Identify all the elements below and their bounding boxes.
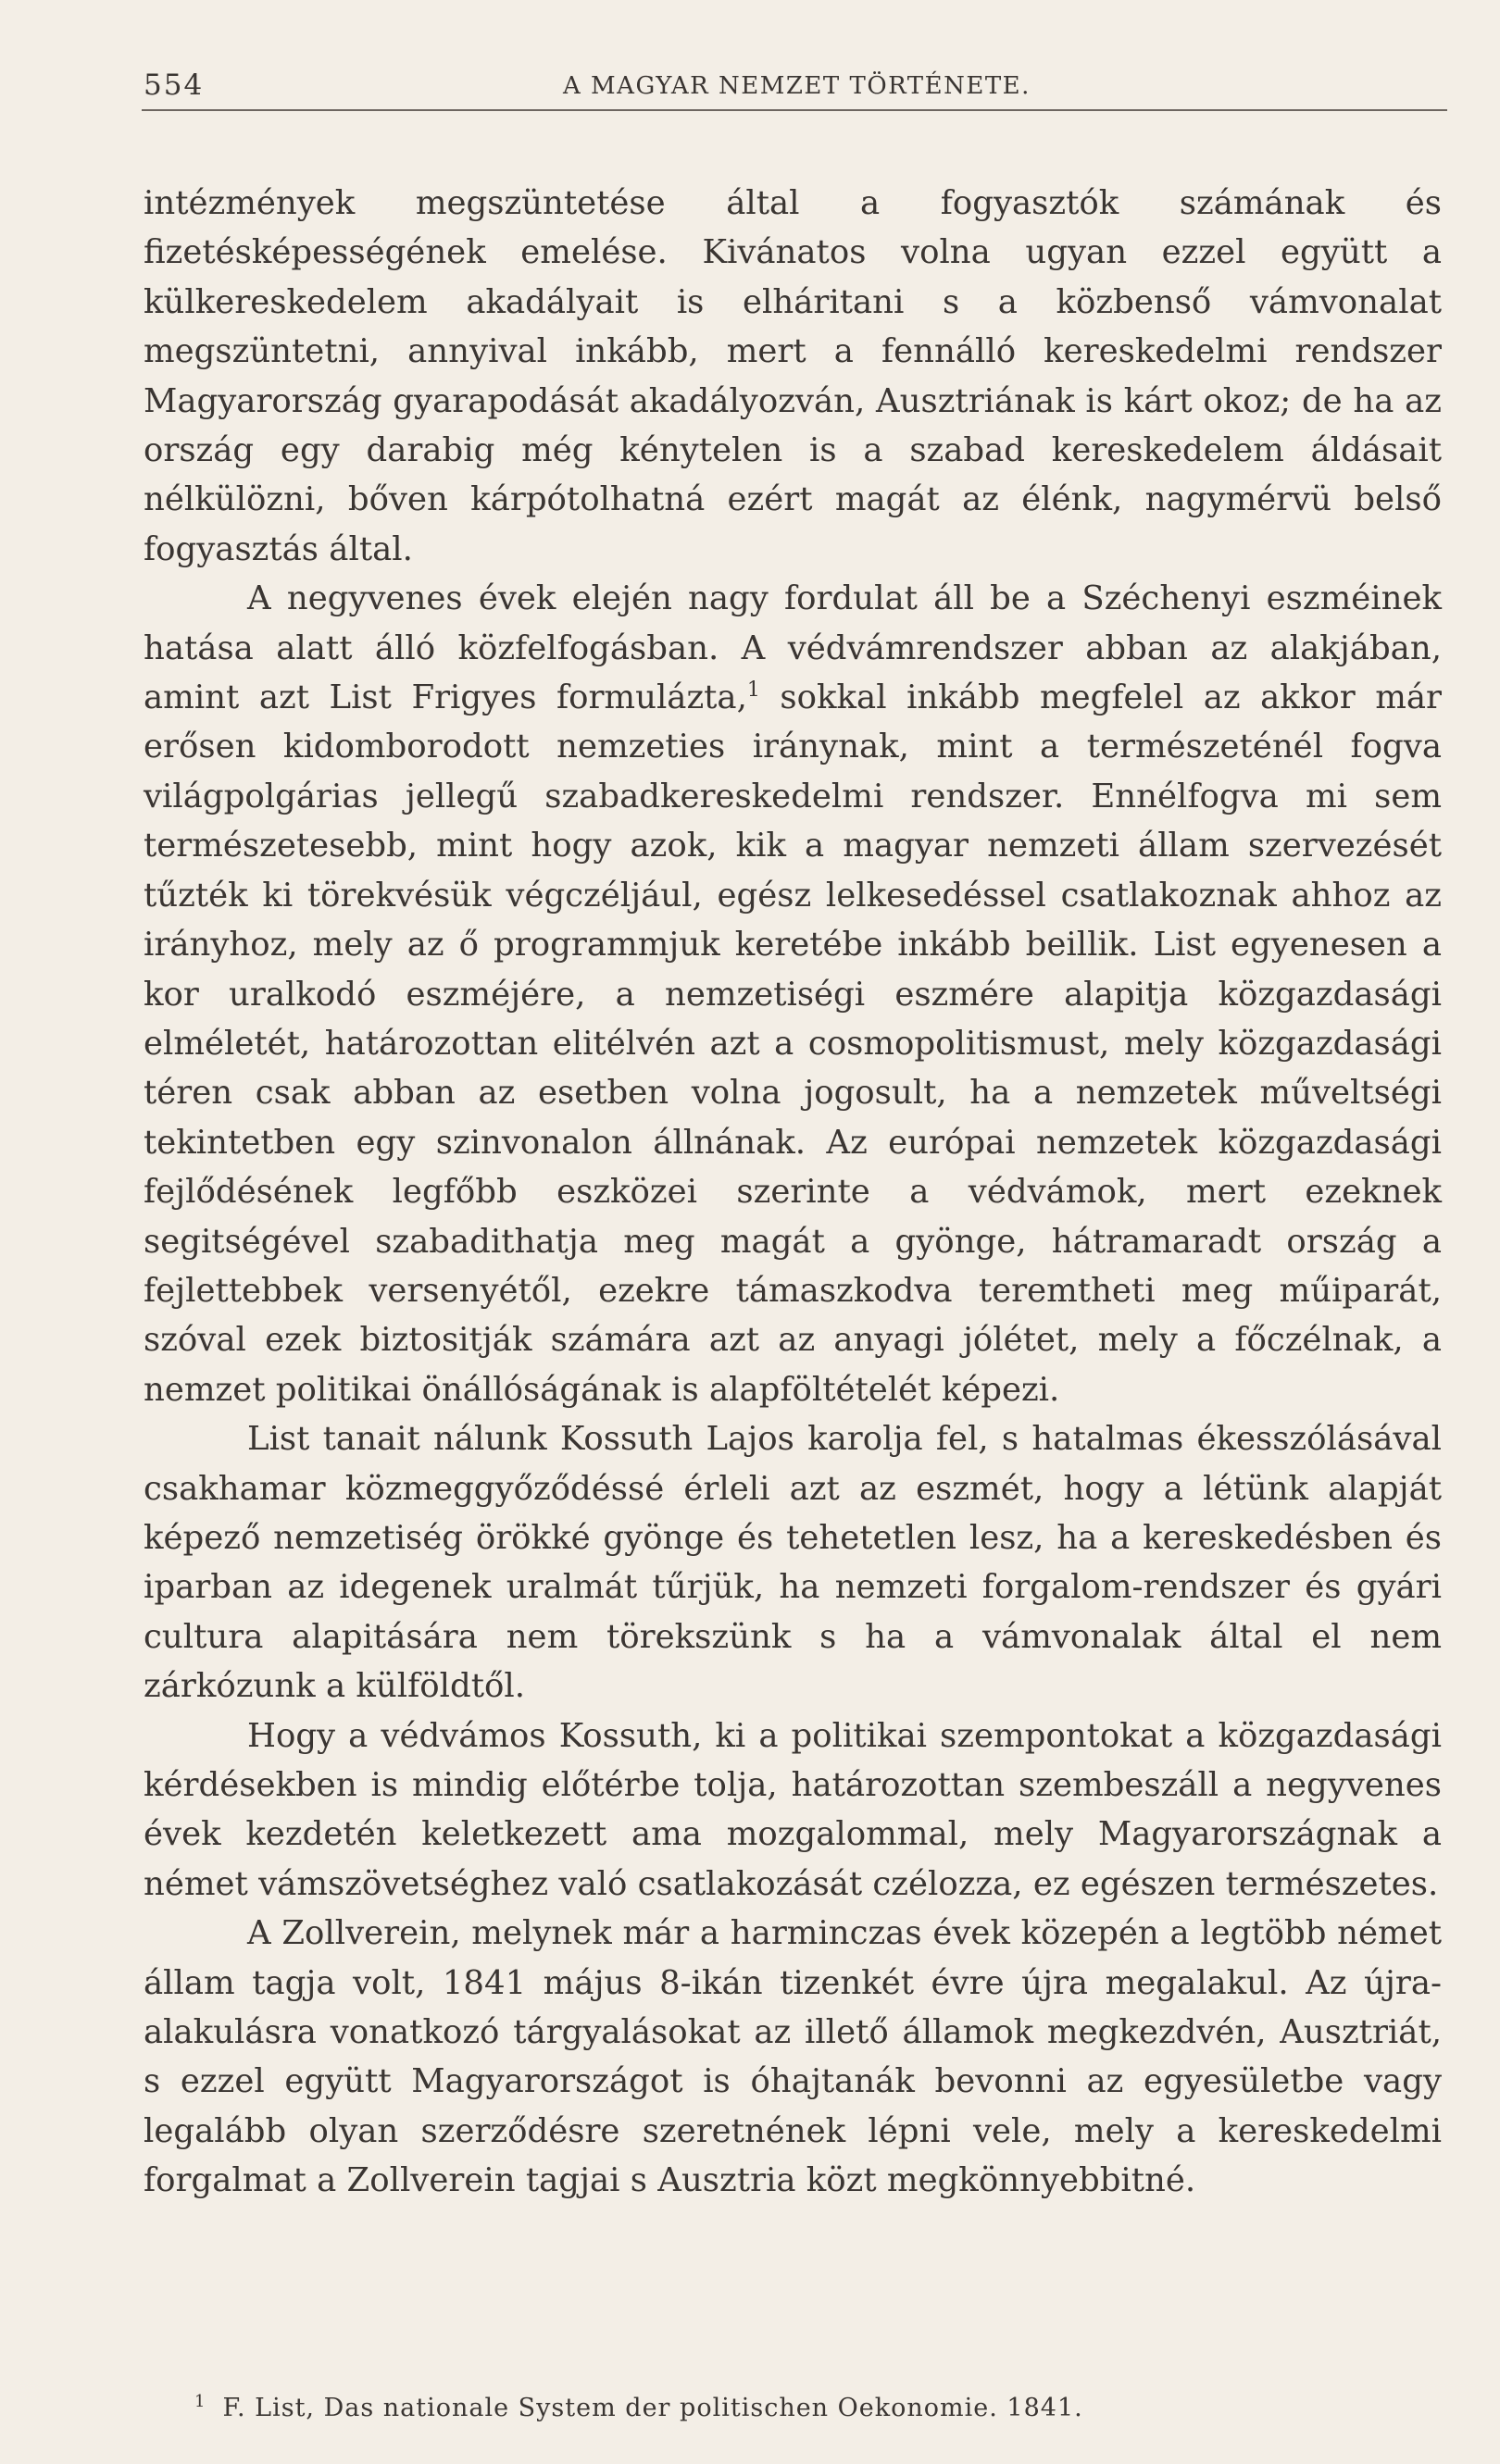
running-header: [142, 68, 1447, 111]
footnote-mark: 1: [194, 2392, 206, 2411]
footnote: [194, 2392, 1398, 2422]
paragraph-1-text: intézmények megszüntetése által a fogyasztók számának és fizetésképességének emelése. Kivánatos volna ugyan ezzel együtt a külkereskedelem akadályait is elháritani s a közbenső vámvonalat megszüntetni, annyival inkább, mert a fennálló kereskedelmi rendszer Magyarország gyarapodását akadályozván, Ausztriának is kárt okoz; de ha az ország egy darabig még kénytelen is a szabad kereskedelem áldásait nélkülözni, bőven kárpótolhatná ezért magát az élénk, nagymérvü belső fogyasztás által.: [144, 184, 1442, 568]
paragraph-4-text: Hogy a védvámos Kossuth, ki a politikai szempontokat a közgazdasági kérdésekben is mindig előtérbe tolja, határozottan szembeszáll a negyvenes évek kezdetén keletkezett ama mozgalommal, mely Magyarországnak a német vámszövetséghez való csatlakozását czélozza, ez egészen természetes.: [144, 1716, 1442, 1903]
page-number: 554: [144, 68, 205, 102]
paragraph-3: [144, 1414, 1442, 1711]
paragraph-3-text: List tanait nálunk Kossuth Lajos karolja fel, s hatalmas ékesszólásával csakhamar közmeggyőződéssé érleli azt az eszmét, hogy a létünk alapját képező nemzetiség örökké gyönge és tehetetlen lesz, ha a kereskedésben és iparban az idegenek uralmát tűrjük, ha nemzeti forgalom-rendszer és gyári cultura alapitására nem törekszünk s ha a vámvonalak által el nem zárkózunk a külföldtől.: [144, 1420, 1442, 1706]
paragraph-2: [144, 574, 1442, 1414]
paragraph-5-text: A Zollverein, melynek már a harminczas évek közepén a legtöbb német állam tagja volt, 1841 május 8-ikán tizenkét évre újra megalakul. Az újra-alakulásra vonatkozó tárgyalásokat az illető államok megkezdvén, Ausztriát, s ezzel együtt Magyarországot is óhajtanák bevonni az egyesületbe vagy legalább olyan szerződésre szeretnének lépni vele, mely a kereskedelmi forgalmat a Zollverein tagjai s Ausztria közt megkönnyebbitné.: [144, 1914, 1442, 2200]
running-title: A MAGYAR NEMZET TÖRTÉNETE.: [563, 72, 1031, 100]
footnote-reference: 1: [746, 678, 760, 703]
body-text: [144, 179, 1442, 2206]
footnote-text: F. List, Das nationale System der politischen Oekonomie. 1841.: [222, 2394, 1083, 2422]
paragraph-2-text-start: A negyvenes évek elején nagy fordulat áll be a Széchenyi eszméinek hatása alatt álló közfelfogásban. A védvámrendszer abban az alakjában, amint azt List Frigyes formulázta,: [144, 579, 1442, 717]
paragraph-2-text-end: sokkal inkább megfelel az akkor már erősen kidomborodott nemzeties iránynak, mint a természeténél fogva világpolgárias jellegű szabadkereskedelmi rendszer. Ennélfogva mi sem természetesebb, mint hogy azok, kik a magyar nemzeti állam szervezését tűzték ki törekvésük végczéljául, egész lelkesedéssel csatlakoznak ahhoz az irányhoz, mely az ő programmjuk keretébe inkább beillik. List egyenesen a kor uralkodó eszméjére, a nemzetiségi eszmére alapitja közgazdasági elméletét, határozottan elitélvén azt a cosmopolitismust, mely közgazdasági téren csak abban az esetben volna jogosult, ha a nemzetek műveltségi tekintetben egy szinvonalon állnának. Az európai nemzetek közgazdasági fejlődésének legfőbb eszközei szerinte a védvámok, mert ezeknek segitségével szabadithatja meg magát a gyönge, hátramaradt ország a fejlettebbek versenyétől, ezekre támaszkodva teremtheti meg műiparát, szóval ezek biztositják számára azt az anyagi jólétet, mely a főczélnak, a nemzet politikai önállóságának is alapföltételét képezi.: [144, 678, 1443, 1409]
paragraph-4: [144, 1711, 1442, 1910]
paragraph-5: [144, 1909, 1442, 2205]
paragraph-1: [144, 179, 1442, 574]
